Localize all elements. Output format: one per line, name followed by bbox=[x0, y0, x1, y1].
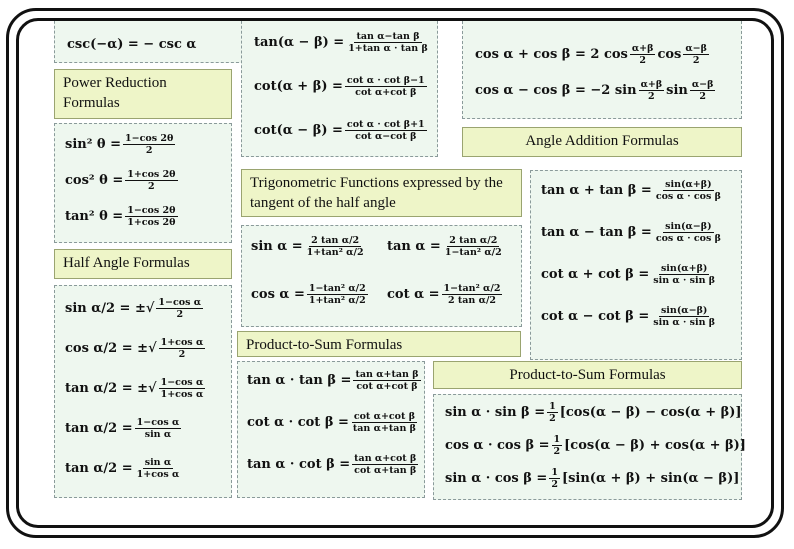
numerator: 2 tan α/2 bbox=[311, 235, 360, 246]
denominator: 1+cos α bbox=[160, 389, 204, 400]
formula-fraction bbox=[345, 75, 427, 98]
numerator: 1−cos 2θ bbox=[127, 205, 176, 216]
formula-lhs: tan α/2 = ±√ bbox=[65, 381, 157, 396]
product-to-sum-header-a: Product-to-Sum Formulas bbox=[237, 331, 521, 357]
formula-lhs: cos α · cos β = bbox=[445, 438, 550, 453]
numerator: sin(α−β) bbox=[665, 221, 712, 232]
half-tangent-header: Trigonometric Functions expressed by the tangent of the half angle bbox=[241, 169, 522, 217]
formula-fraction bbox=[307, 283, 368, 306]
half-tangent-formula bbox=[251, 283, 370, 306]
formula-lhs: cot α = bbox=[387, 287, 440, 302]
angle-addition-formula bbox=[541, 305, 719, 328]
numerator: sin α bbox=[144, 457, 172, 468]
denominator: 2 bbox=[699, 91, 706, 102]
denominator: cos α · cos β bbox=[655, 233, 721, 244]
half-angle-formula bbox=[65, 417, 183, 440]
numerator: α−β bbox=[691, 79, 714, 90]
numerator: tan α−tan β bbox=[356, 31, 420, 42]
numerator: cot α · cot β+1 bbox=[346, 119, 425, 130]
numerator: 1−cos α bbox=[160, 377, 204, 388]
formula-fraction bbox=[346, 31, 430, 54]
power-reduction-formula bbox=[65, 169, 180, 192]
numerator: tan α+tan β bbox=[355, 369, 419, 380]
denominator: 2 bbox=[148, 181, 155, 192]
formula-fraction bbox=[630, 43, 656, 66]
product-quotient-formula bbox=[247, 453, 420, 476]
half-angle-formula bbox=[65, 297, 205, 320]
formula-fraction bbox=[159, 337, 206, 360]
formula-fraction bbox=[125, 205, 177, 228]
formula-fraction bbox=[443, 235, 504, 258]
denominator: sin α · sin β bbox=[653, 275, 716, 286]
formula-lhs: cot(α − β) = bbox=[254, 123, 343, 138]
formula-rhs: [cos(α − β) + cos(α + β)] bbox=[564, 438, 746, 453]
product-quotient-formula bbox=[247, 369, 423, 392]
product-to-sum-header-b: Product-to-Sum Formulas bbox=[433, 361, 742, 389]
numerator: sin(α+β) bbox=[660, 263, 708, 274]
product-quotient-formula bbox=[247, 411, 420, 434]
denominator: 2 bbox=[549, 413, 556, 424]
product-to-sum-formula bbox=[445, 434, 746, 457]
formula-fraction bbox=[651, 305, 717, 328]
cos-sum-panel bbox=[462, 21, 742, 119]
denominator: tan α+tan β bbox=[352, 423, 416, 434]
denominator: cot α+cot β bbox=[356, 381, 418, 392]
denominator: cot α+cot β bbox=[355, 87, 417, 98]
denominator: 2 bbox=[692, 55, 700, 66]
denominator: 1+tan α · tan β bbox=[348, 43, 428, 54]
tan-cot-difference-formula bbox=[254, 31, 432, 54]
numerator: α+β bbox=[631, 43, 654, 54]
half-tangent-formula bbox=[387, 283, 504, 306]
formula-fraction bbox=[125, 169, 177, 192]
formula-lhs: sin α/2 = ±√ bbox=[65, 301, 155, 316]
denominator: 2 bbox=[551, 479, 558, 490]
numerator: cot α · cot β−1 bbox=[346, 75, 425, 86]
denominator: sin α · sin β bbox=[653, 317, 716, 328]
formula-fraction bbox=[690, 79, 716, 102]
denominator: 1+cos 2θ bbox=[127, 217, 176, 228]
formula-fraction bbox=[353, 369, 420, 392]
power-reduction-formula bbox=[65, 205, 180, 228]
numerator: tan α+cot β bbox=[354, 453, 417, 464]
numerator: sin(α−β) bbox=[660, 305, 708, 316]
denominator: cot α+tan β bbox=[354, 465, 417, 476]
formula-function: sin bbox=[666, 83, 688, 98]
half-tangent-formula bbox=[251, 235, 368, 258]
formula-function: cos bbox=[657, 47, 682, 62]
product-to-sum-formula bbox=[445, 467, 739, 490]
denominator: 1−tan² α/2 bbox=[444, 247, 502, 258]
formula-fraction bbox=[135, 417, 182, 440]
tan-cot-difference-formula bbox=[254, 75, 429, 98]
denominator: 1+cos α bbox=[136, 469, 180, 480]
formula-lhs: tan α · tan β = bbox=[247, 373, 352, 388]
product-to-sum-formula bbox=[445, 401, 742, 424]
numerator: 1−cos α bbox=[136, 417, 180, 428]
formula-lhs: cot α + cot β = bbox=[541, 267, 650, 282]
denominator: sin α bbox=[144, 429, 172, 440]
csc-formula: csc(−α) = − csc α bbox=[67, 37, 197, 52]
angle-addition-formula bbox=[541, 221, 725, 244]
angle-addition-header: Angle Addition Formulas bbox=[462, 127, 742, 157]
denominator: 1+tan² α/2 bbox=[306, 247, 364, 258]
formula-lhs: cos α/2 = ±√ bbox=[65, 341, 157, 356]
denominator: 2 bbox=[176, 309, 184, 320]
numerator: α+β bbox=[640, 79, 663, 90]
formula-fraction bbox=[654, 221, 723, 244]
formula-lhs: sin² θ = bbox=[65, 137, 122, 152]
cos-sum-formula bbox=[475, 43, 711, 66]
numerator: cot α+cot β bbox=[353, 411, 416, 422]
denominator: 1+tan² α/2 bbox=[308, 295, 366, 306]
half-angle-header: Half Angle Formulas bbox=[54, 249, 232, 279]
angle-addition-formula bbox=[541, 263, 719, 286]
formula-fraction bbox=[549, 467, 560, 490]
numerator: 2 tan α/2 bbox=[449, 235, 498, 246]
formula-lhs: cot α · cot β = bbox=[247, 415, 349, 430]
numerator: 1−tan² α/2 bbox=[308, 283, 366, 294]
formula-fraction bbox=[654, 179, 723, 202]
formula-rhs: [sin(α + β) + sin(α − β)] bbox=[561, 471, 740, 486]
formula-lhs: cot(α + β) = bbox=[254, 79, 343, 94]
power-reduction-formula bbox=[65, 133, 177, 156]
numerator: 1−tan² α/2 bbox=[443, 283, 501, 294]
numerator: 1−cos α bbox=[158, 297, 202, 308]
angle-addition-formula bbox=[541, 179, 725, 202]
formula-lhs: tan α = bbox=[387, 239, 441, 254]
denominator: cot α−cot β bbox=[355, 131, 417, 142]
formula-fraction bbox=[345, 119, 427, 142]
formula-lhs: sin α · cos β = bbox=[445, 471, 548, 486]
formula-fraction bbox=[159, 377, 206, 400]
formula-fraction bbox=[639, 79, 665, 102]
formula-lhs: cos α − cos β = −2 sin bbox=[475, 83, 637, 98]
formula-lhs: sin α = bbox=[251, 239, 303, 254]
tan-cot-difference-formula bbox=[254, 119, 429, 142]
numerator: 1+cos α bbox=[160, 337, 204, 348]
denominator: 2 bbox=[178, 349, 186, 360]
formula-fraction bbox=[135, 457, 182, 480]
numerator: sin(α+β) bbox=[665, 179, 712, 190]
half-angle-formula bbox=[65, 337, 207, 360]
formula-lhs: tan α · cot β = bbox=[247, 457, 351, 472]
formula-lhs: tan(α − β) = bbox=[254, 35, 345, 50]
formula-fraction bbox=[547, 401, 558, 424]
formula-lhs: tan α + tan β = bbox=[541, 183, 652, 198]
formula-lhs: tan² θ = bbox=[65, 209, 124, 224]
formula-lhs: sin α · sin β = bbox=[445, 405, 546, 420]
half-tangent-formula bbox=[387, 235, 506, 258]
formula-lhs: cos² θ = bbox=[65, 173, 124, 188]
formula-lhs: tan α/2 = bbox=[65, 421, 133, 436]
formula-fraction bbox=[352, 453, 418, 476]
numerator: 1 bbox=[551, 467, 558, 478]
numerator: 1 bbox=[549, 401, 556, 412]
formula-lhs: cos α + cos β = 2 cos bbox=[475, 47, 628, 62]
power-reduction-header: Power Reduction Formulas bbox=[54, 69, 232, 119]
half-angle-formula bbox=[65, 457, 183, 480]
formula-fraction bbox=[552, 434, 563, 457]
denominator: 2 bbox=[648, 91, 655, 102]
formula-sheet bbox=[19, 21, 771, 525]
formula-lhs: cos α = bbox=[251, 287, 305, 302]
denominator: 2 bbox=[145, 145, 153, 156]
numerator: 1 bbox=[553, 434, 561, 445]
numerator: 1−cos 2θ bbox=[125, 133, 174, 144]
half-angle-formula bbox=[65, 377, 207, 400]
formula-rhs: [cos(α − β) − cos(α + β)] bbox=[559, 405, 742, 420]
formula-lhs: tan α − tan β = bbox=[541, 225, 652, 240]
formula-fraction bbox=[683, 43, 709, 66]
denominator: 2 bbox=[553, 446, 561, 457]
denominator: 2 tan α/2 bbox=[447, 295, 497, 306]
denominator: 2 bbox=[639, 55, 646, 66]
formula-fraction bbox=[123, 133, 175, 156]
numerator: α−β bbox=[685, 43, 707, 54]
numerator: 1+cos 2θ bbox=[127, 169, 176, 180]
formula-fraction bbox=[442, 283, 503, 306]
formula-lhs: tan α/2 = bbox=[65, 461, 133, 476]
formula-lhs: cot α − cot β = bbox=[541, 309, 650, 324]
formula-fraction bbox=[156, 297, 203, 320]
formula-fraction bbox=[305, 235, 366, 258]
formula-fraction bbox=[351, 411, 418, 434]
cos-sum-formula bbox=[475, 79, 717, 102]
denominator: cos α · cos β bbox=[655, 191, 721, 202]
formula-fraction bbox=[651, 263, 717, 286]
